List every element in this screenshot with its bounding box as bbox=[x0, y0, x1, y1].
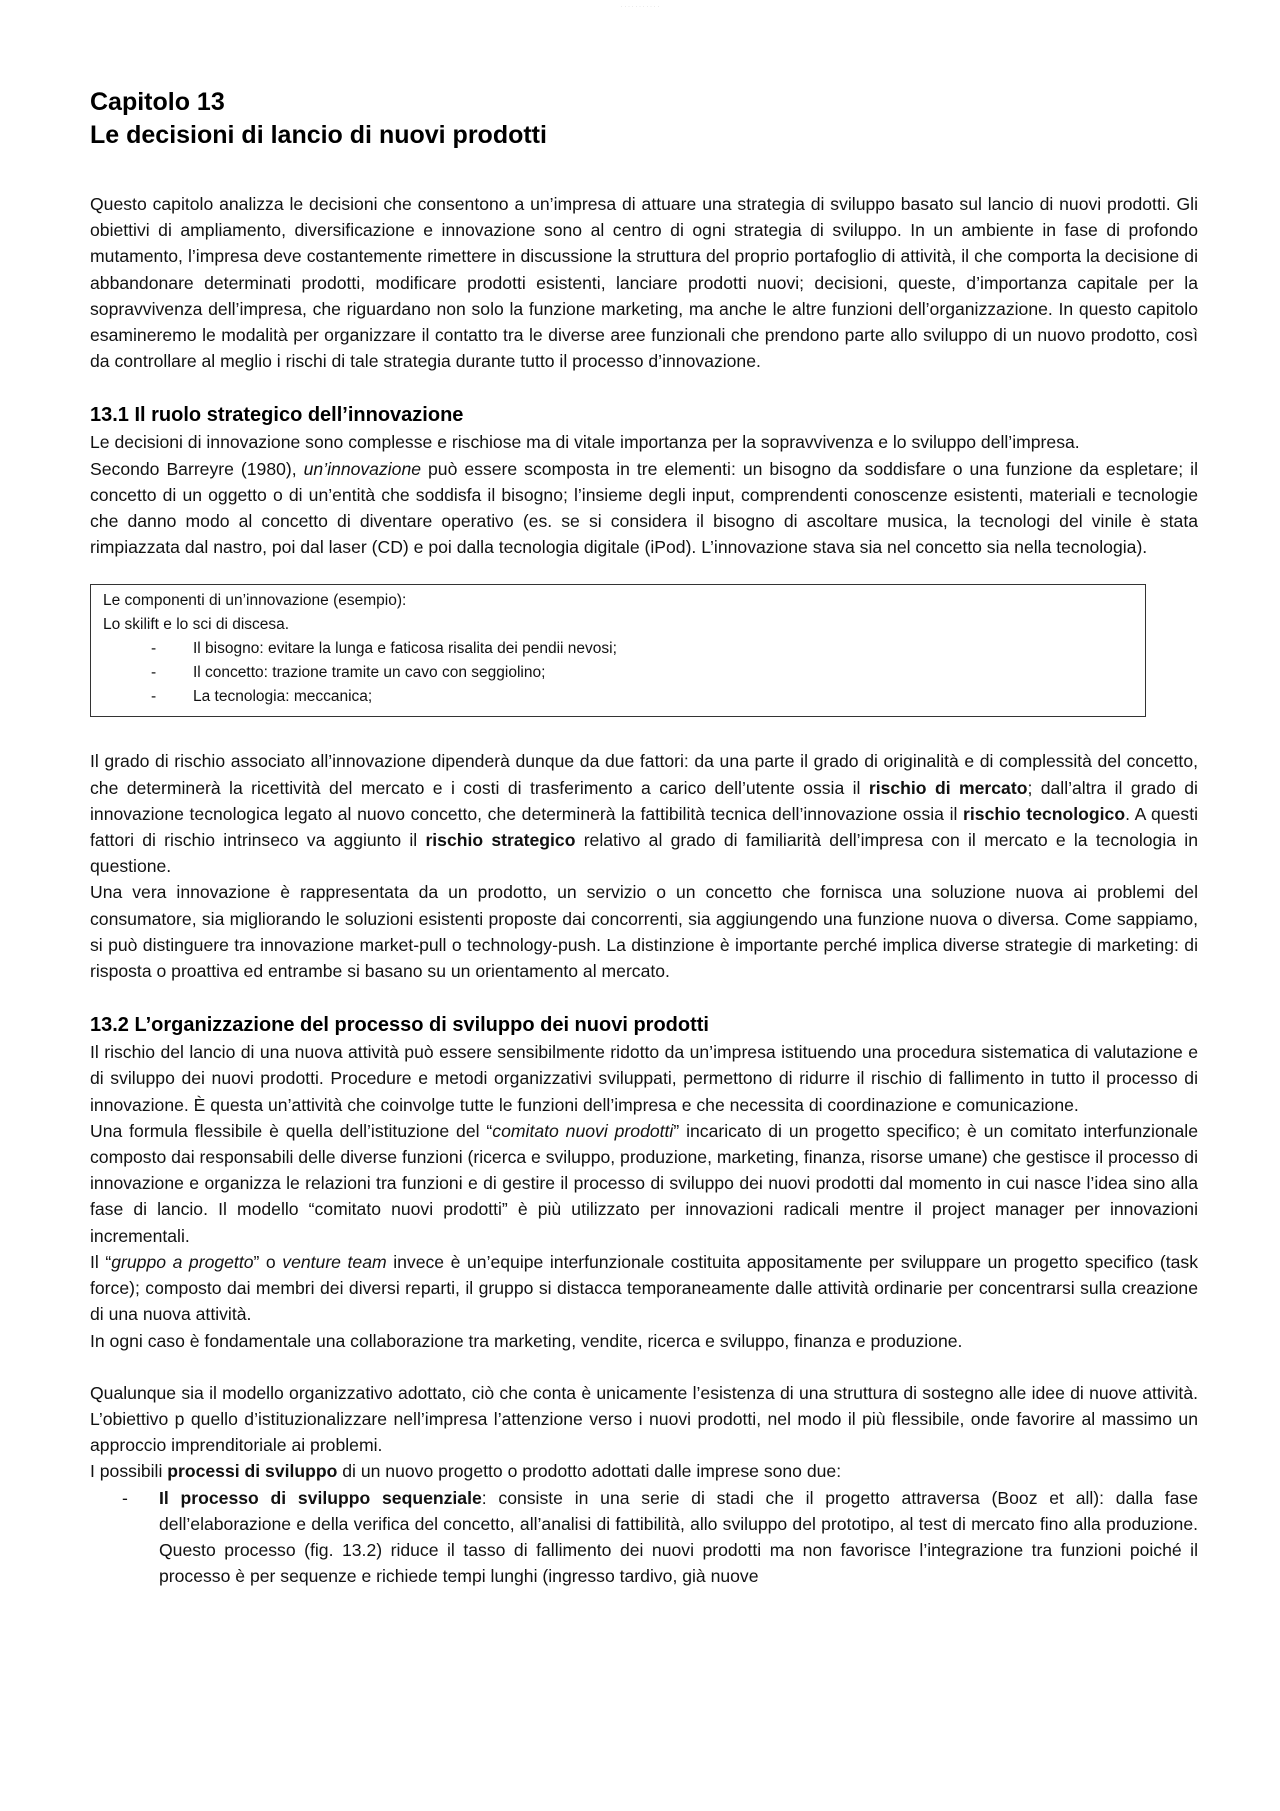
section-13-2-title: 13.2 L’organizzazione del processo di sviluppo dei nuovi prodotti bbox=[90, 1014, 709, 1037]
paragraph: Una formula flessibile è quella dell’istituzione del “comitato nuovi prodotti” incaricato di un progetto specifico; è un comitato interfunzionale composto dai responsabili delle diverse funzioni (ricerca e sviluppo, produzione, marketing, finanza, risorse umane) che gestisce il processo di innovazione e organizza le relazioni tra funzioni e di gestire il processo di sviluppo dei nuovi prodotti dal momento in cui nasce l’idea sino alla fase di lancio. Il modello “comitato nuovi prodotti” è più utilizzato per innovazioni radicali mentre il project manager per innovazioni incrementali. bbox=[90, 1120, 1198, 1246]
dash-bullet: - bbox=[151, 664, 157, 682]
list-item: - La tecnologia: meccanica; bbox=[103, 685, 1133, 709]
bold-term: Il processo di sviluppo sequenziale bbox=[159, 1487, 482, 1508]
bold-term: rischio tecnologico bbox=[963, 803, 1126, 824]
dash-bullet: - bbox=[151, 640, 157, 658]
chapter-number: Capitolo 13 bbox=[90, 88, 225, 116]
example-box bbox=[90, 584, 1146, 717]
paragraph: Il rischio del lancio di una nuova attività può essere sensibilmente ridotto da un’impresa istituendo una procedura sistematica di valutazione e di sviluppo dei nuovi prodotti. Procedure e metodi organizzativi sviluppati, permettono di ridurre il rischio di fallimento in tutto il processo di innovazione. È questa un’attività che coinvolge tutte le funzioni dell’impresa e che necessita di coordinazione e comunicazione. bbox=[90, 1042, 1198, 1115]
paragraph: Una vera innovazione è rappresentata da un prodotto, un servizio o un concetto che fornisca una soluzione nuova ai problemi del consumatore, sia migliorando le soluzioni esistenti proposte dai concorrenti, sia aggiungendo una funzione nuova o diversa. Come sappiamo, si può distinguere tra innovazione market-pull o technology-push. La distinzione è importante perché implica diverse strategie di marketing: di risposta o proattiva ed entrambe si basano su un orientamento al mercato. bbox=[90, 882, 1198, 982]
emphasis-term: un’innovazione bbox=[303, 458, 422, 479]
paragraph: I possibili processi di sviluppo di un nuovo progetto o prodotto adottati dalle imprese sono due: bbox=[90, 1461, 842, 1482]
bold-term: rischio strategico bbox=[425, 830, 576, 851]
example-box-title: Le componenti di un’innovazione (esempio): bbox=[103, 592, 407, 610]
chapter-title bbox=[90, 86, 1198, 152]
document-page bbox=[90, 86, 1198, 1589]
paragraph: Le decisioni di innovazione sono complesse e rischiose ma di vitale importanza per la sopravvivenza e lo sviluppo dell’impresa. bbox=[90, 432, 1080, 453]
dash-bullet: - bbox=[151, 688, 157, 706]
paragraph: Qualunque sia il modello organizzativo adottato, ciò che conta è unicamente l’esistenza di una struttura di sostegno alle idee di nuove attività. L’obiettivo p quello d’istituzionalizzare nell’impresa l’attenzione verso i nuovi prodotti, nel modo il più flessibile, onde favorire al massimo un approccio imprenditoriale ai problemi. bbox=[90, 1382, 1198, 1456]
chapter-name: Le decisioni di lancio di nuovi prodotti bbox=[90, 121, 547, 149]
list-item: - Il processo di sviluppo sequenziale: consiste in una serie di stadi che il progetto attraversa (Booz et all): dalla fase dell’elaborazione e della verifica del concetto, all’analisi di fattibilità, allo sviluppo del prototipo, al test di mercato fino alla produzione. Questo processo (fig. 13.2) riduce il tasso di fallimento dei nuovi prodotti ma non favorisce l’integrazione tra funzioni poiché il processo è per sequenze e richiede tempi lunghi (ingresso tardivo, già nuove bbox=[90, 1485, 1198, 1590]
paragraph: In ogni caso è fondamentale una collaborazione tra marketing, vendite, ricerca e sviluppo, finanza e produzione. bbox=[90, 1330, 963, 1351]
bold-term: processi di sviluppo bbox=[167, 1461, 338, 1482]
bold-term: rischio di mercato bbox=[868, 777, 1028, 798]
section-13-1-title: 13.1 Il ruolo strategico dell’innovazione bbox=[90, 404, 464, 427]
example-box-subtitle: Lo skilift e lo sci di discesa. bbox=[103, 616, 290, 634]
paragraph: Secondo Barreyre (1980), un’innovazione può essere scomposta in tre elementi: un bisogno da soddisfare o una funzione da espletare; il concetto di un oggetto o di un’entità che soddisfa il bisogno; l’insieme degli input, comprendenti conoscenze esistenti, materiali e tecnologie che danno modo al concetto di diventare operativo (es. se si considera il bisogno di ascoltare musica, la tecnologi del vinile è stata rimpiazzata dal nastro, poi dal laser (CD) e poi dalla tecnologia digitale (iPod). L’innovazione stava sia nel concetto sia nella tecnologia). bbox=[90, 458, 1198, 558]
intro-paragraph: Questo capitolo analizza le decisioni che consentono a un’impresa di attuare una strategia di sviluppo basato sul lancio di nuovi prodotti. Gli obiettivi di ampliamento, diversificazione e innovazione sono al centro di ogni strategia di sviluppo. In un ambiente in fase di profondo mutamento, l’impresa deve costantemente rimettere in discussione la struttura del proprio portafoglio di attività, il che comporta la decisione di abbandonare determinati prodotti, modificare prodotti esistenti, lanciare prodotti nuovi; decisioni, queste, d’importanza capitale per la sopravvivenza dell’impresa, che riguardano non solo la funzione marketing, ma anche le altre funzioni dell’organizzazione. In questo capitolo esamineremo le modalità per organizzare il contatto tra le diverse aree funzionali che prendono parte allo sviluppo di un nuovo prodotto, così da controllare al meglio i rischi di tale strategia durante tutto il processo d’innovazione. bbox=[90, 194, 1198, 372]
dash-bullet: - bbox=[122, 1487, 128, 1508]
list-item: - Il bisogno: evitare la lunga e faticosa risalita dei pendii nevosi; bbox=[103, 637, 1133, 661]
emphasis-term: comitato nuovi prodotti bbox=[492, 1120, 674, 1141]
paragraph-gap bbox=[90, 1354, 1198, 1380]
emphasis-term: gruppo a progetto bbox=[111, 1251, 254, 1272]
paragraph: Il grado di rischio associato all’innovazione dipenderà dunque da due fattori: da una parte il grado di originalità e di complessità del concetto, che determinerà la ricettività del mercato e i costi di trasferimento a carico dell’utente ossia il rischio di mercato; dall’altra il grado di innovazione tecnologica legato al nuovo concetto, che determinerà la fattibilità tecnica dell’innovazione ossia il rischio tecnologico. A questi fattori di rischio intrinseco va aggiunto il rischio strategico relativo al grado di familiarità dell’impresa con il mercato e la tecnologia in questione. bbox=[90, 751, 1198, 877]
paragraph: Il “gruppo a progetto” o venture team invece è un’equipe interfunzionale costituita appositamente per sviluppare un progetto specifico (task force); composto dai membri dei diversi reparti, il gruppo si distacca temporaneamente dalle attività ordinarie per concentrarsi sulla creazione di una nuova attività. bbox=[90, 1251, 1199, 1325]
page-header-mark: · · · · · · · · · · · bbox=[620, 4, 660, 10]
emphasis-term: venture team bbox=[282, 1251, 387, 1272]
list-item: - Il concetto: trazione tramite un cavo con seggiolino; bbox=[103, 661, 1133, 685]
